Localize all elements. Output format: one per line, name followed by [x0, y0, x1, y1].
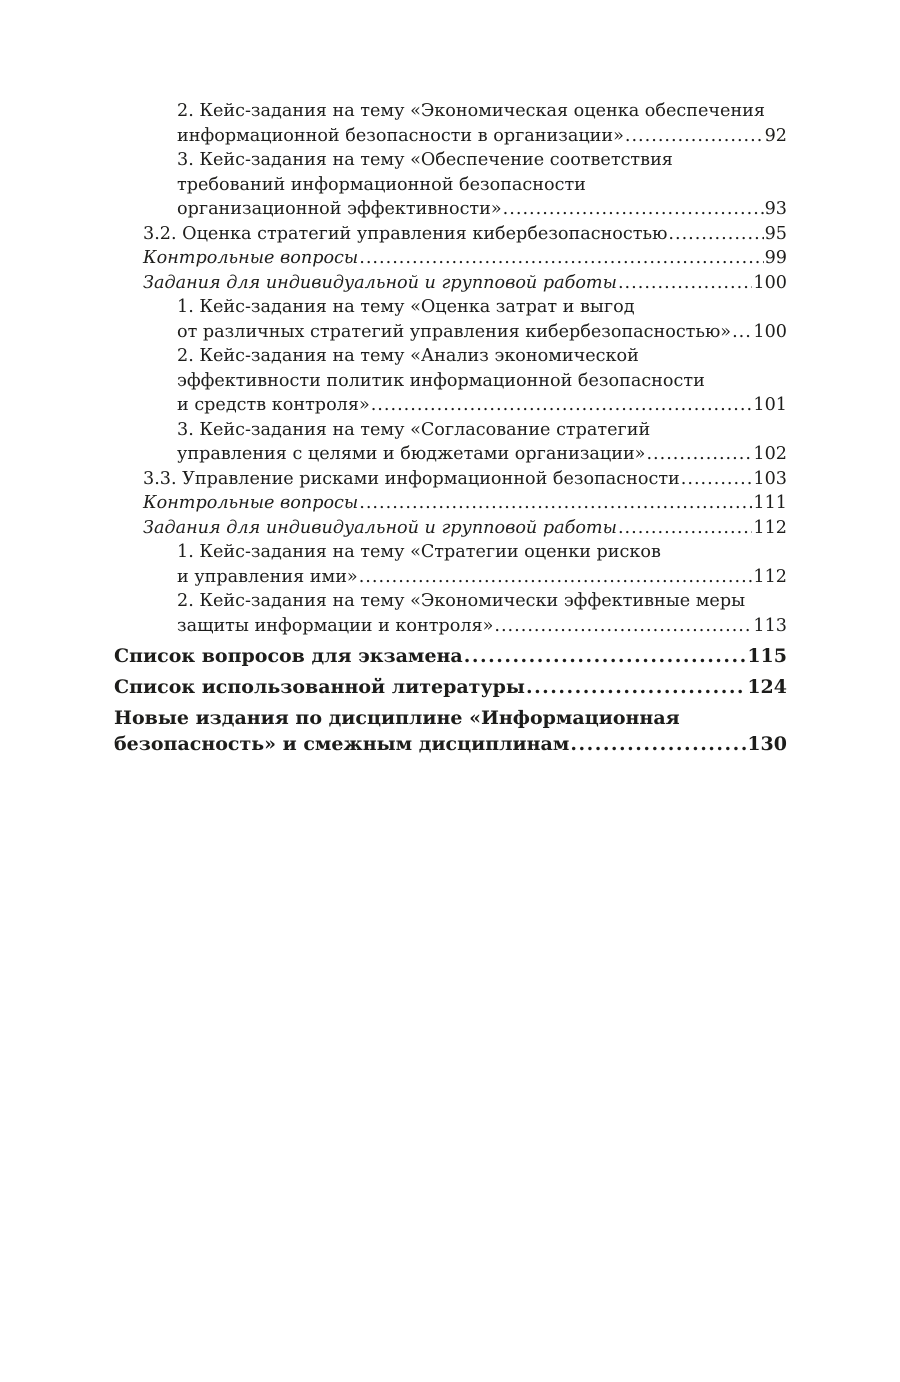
- toc-entry-text: Контрольные вопросы: [143, 493, 359, 513]
- table-of-contents: [114, 99, 787, 757]
- leader-dots: [359, 491, 752, 516]
- toc-page-number: 115: [747, 645, 787, 667]
- leader-dots: [570, 731, 746, 757]
- toc-entry-text: организационной эффективности»: [177, 199, 502, 219]
- toc-entry-text: Список использованной литературы: [114, 676, 525, 698]
- toc-page-number: 102: [753, 444, 787, 464]
- toc-entry-text: и управления ими»: [177, 566, 358, 587]
- toc-entry-text: информационной безопасности в организации»: [177, 125, 624, 146]
- toc-entry-text: 1. Кейс-задания на тему «Стратегии оценки рисков: [177, 542, 661, 562]
- toc-entry-text: требований информационной безопасности: [177, 174, 586, 195]
- toc-entry[interactable]: [114, 246, 787, 271]
- toc-page-number: 124: [747, 676, 787, 698]
- toc-entry-text: Контрольные вопросы: [143, 248, 359, 268]
- leader-dots: [371, 393, 753, 418]
- leader-dots: [503, 197, 764, 222]
- toc-entry-chapter[interactable]: [114, 705, 787, 757]
- toc-entry[interactable]: [114, 491, 787, 516]
- leader-dots: [681, 467, 753, 492]
- leader-dots: [625, 124, 764, 149]
- toc-page-number: 95: [764, 223, 787, 244]
- toc-page-number: 100: [753, 272, 787, 293]
- toc-entry[interactable]: [114, 418, 787, 467]
- leader-dots: [464, 643, 747, 669]
- toc-page-number: 103: [753, 468, 787, 489]
- toc-entry-text: и средств контроля»: [177, 395, 370, 415]
- toc-entry-text: управления с целями и бюджетами организации»: [177, 444, 646, 464]
- toc-entry-text: 1. Кейс-задания на тему «Оценка затрат и выгод: [177, 297, 635, 317]
- toc-entry[interactable]: [114, 271, 787, 296]
- toc-entry[interactable]: [114, 344, 787, 418]
- toc-entry-text: 2. Кейс-задания на тему «Экономическая оценка обеспечения: [177, 101, 765, 121]
- toc-page-number: 92: [764, 125, 787, 146]
- toc-entry[interactable]: [114, 467, 787, 492]
- toc-entry-text: Новые издания по дисциплине «Информационная: [114, 707, 680, 729]
- toc-entry[interactable]: [114, 589, 787, 638]
- toc-entry-text: 3. Кейс-задания на тему «Обеспечение соответствия: [177, 150, 673, 170]
- toc-entry-text: Список вопросов для экзамена: [114, 645, 463, 667]
- toc-entry[interactable]: [114, 222, 787, 247]
- toc-entry-text: 2. Кейс-задания на тему «Анализ экономической: [177, 346, 639, 366]
- toc-entry-text: от различных стратегий управления кибербезопасностью»: [177, 321, 732, 342]
- toc-entry-text: Задания для индивидуальной и групповой работы: [143, 517, 617, 538]
- leader-dots: [359, 246, 763, 271]
- toc-entry[interactable]: [114, 516, 787, 541]
- toc-page-number: 111: [753, 493, 787, 513]
- toc-page-number: 99: [764, 248, 787, 268]
- toc-page-number: 130: [747, 733, 787, 755]
- toc-entry[interactable]: [114, 295, 787, 344]
- leader-dots: [359, 565, 753, 590]
- toc-page-number: 112: [753, 566, 787, 587]
- toc-entry[interactable]: [114, 540, 787, 589]
- toc-entry-text: 3. Кейс-задания на тему «Согласование стратегий: [177, 419, 651, 440]
- leader-dots: [494, 614, 752, 639]
- toc-page-number: 112: [753, 517, 787, 538]
- toc-page-number: 93: [764, 199, 787, 219]
- toc-entry-chapter[interactable]: [114, 643, 787, 669]
- toc-entry-text: Задания для индивидуальной и групповой работы: [143, 272, 617, 293]
- toc-entry-text: защиты информации и контроля»: [177, 615, 494, 636]
- toc-page-number: 100: [753, 321, 787, 342]
- toc-entry-text: 2. Кейс-задания на тему «Экономически эффективные меры: [177, 591, 746, 611]
- toc-page-number: 113: [753, 615, 787, 636]
- toc-page-number: 101: [753, 395, 787, 415]
- leader-dots: [732, 320, 752, 345]
- toc-entry-text: 3.3. Управление рисками информационной безопасности: [143, 468, 680, 489]
- leader-dots: [618, 516, 752, 541]
- toc-entry[interactable]: [114, 99, 787, 148]
- toc-entry-text: 3.2. Оценка стратегий управления кибербезопасностью: [143, 223, 668, 244]
- leader-dots: [526, 674, 746, 700]
- toc-entry-text: эффективности политик информационной безопасности: [177, 370, 705, 391]
- leader-dots: [668, 222, 763, 247]
- toc-entry[interactable]: [114, 148, 787, 222]
- leader-dots: [618, 271, 752, 296]
- toc-entry-text: безопасность» и смежным дисциплинам: [114, 733, 570, 755]
- toc-entry-chapter[interactable]: [114, 674, 787, 700]
- leader-dots: [646, 442, 752, 467]
